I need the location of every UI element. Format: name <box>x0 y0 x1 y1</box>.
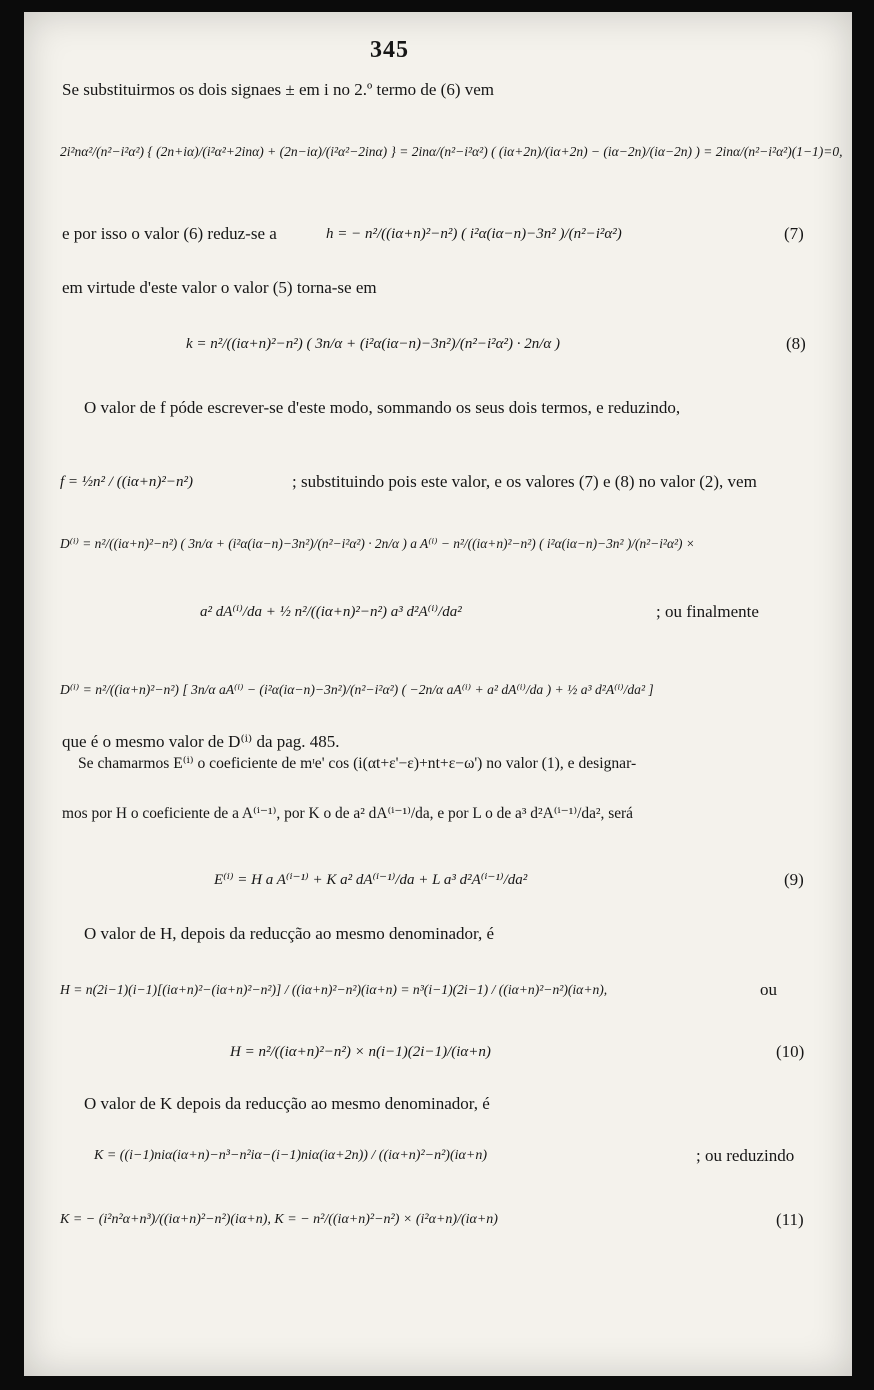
equation-number-11: (11) <box>776 1210 804 1229</box>
equation-1: 2i²nα²/(n²−i²α²) { (2n+iα)/(i²α²+2inα) + (2n−iα)/(i²α²−2inα) } = 2inα/(n²−i²α²) ( (iα+2n)/(iα+2n) − (iα−2n)/(iα−2n) ) = 2inα/(n²−i²α²)(1−1)=0, <box>60 144 843 159</box>
equation-10: H = n²/((iα+n)²−n²) × n(i−1)(2i−1)/(iα+n) <box>230 1044 491 1060</box>
paragraph-13: ; ou reduzindo <box>696 1146 795 1165</box>
paragraph-2: e por isso o valor (6) reduz-se a <box>62 224 277 243</box>
paragraph-11: ou <box>760 980 777 999</box>
equation-number-7: (7) <box>784 224 804 243</box>
paragraph-4: O valor de f póde escrever-se d'este modo, sommando os seus dois termos, e reduzindo, <box>84 398 681 417</box>
equation-D-2: D⁽ⁱ⁾ = n²/((iα+n)²−n²) [ 3n/α aA⁽ⁱ⁾ − (i²α(iα−n)−3n²)/(n²−i²α²) ( −2n/α aA⁽ⁱ⁾ + a² dA⁽ⁱ⁾/da ) + ½ a³ d²A⁽ⁱ⁾/da² ] <box>60 682 654 697</box>
paragraph-12: O valor de K depois da reducção ao mesmo denominador, é <box>84 1094 490 1113</box>
equation-number-8: (8) <box>786 334 806 353</box>
equation-11: K = − (i²n²α+n³)/((iα+n)²−n²)(iα+n), K = − n²/((iα+n)²−n²) × (i²α+n)/(iα+n) <box>60 1212 498 1227</box>
paragraph-10: O valor de H, depois da reducção ao mesmo denominador, é <box>84 924 495 943</box>
equation-D-1a: D⁽ⁱ⁾ = n²/((iα+n)²−n²) ( 3n/α + (i²α(iα−n)−3n²)/(n²−i²α²) · 2n/α ) a A⁽ⁱ⁾ − n²/((iα+n)²−n²) ( i²α(iα−n)−3n² )/(n²−i²α²) × <box>60 536 695 551</box>
equation-D-1b: a² dA⁽ⁱ⁾/da + ½ n²/((iα+n)²−n²) a³ d²A⁽ⁱ⁾/da² <box>200 604 462 620</box>
equation-8: k = n²/((iα+n)²−n²) ( 3n/α + (i²α(iα−n)−3n²)/(n²−i²α²) · 2n/α ) <box>186 336 561 352</box>
page-number: 345 <box>370 37 409 63</box>
equation-K-1: K = ((i−1)niα(iα+n)−n³−n²iα−(i−1)niα(iα+2n)) / ((iα+n)²−n²)(iα+n) <box>94 1148 487 1163</box>
paragraph-6: ; ou finalmente <box>656 602 759 621</box>
equation-H-1: H = n(2i−1)(i−1)[(iα+n)²−(iα+n)²−n²)] / ((iα+n)²−n²)(iα+n) = n³(i−1)(2i−1) / ((iα+n)²−n²)(iα+n), <box>60 982 608 997</box>
equation-9: E⁽ⁱ⁾ = H a A⁽ⁱ⁻¹⁾ + K a² dA⁽ⁱ⁻¹⁾/da + L a³ d²A⁽ⁱ⁻¹⁾/da² <box>214 872 528 888</box>
equation-number-9: (9) <box>784 870 804 889</box>
paragraph-7: que é o mesmo valor de D⁽ⁱ⁾ da pag. 485. <box>62 732 340 751</box>
equation-7: h = − n²/((iα+n)²−n²) ( i²α(iα−n)−3n² )/(n²−i²α²) <box>326 226 622 242</box>
equation-number-10: (10) <box>776 1042 805 1061</box>
paragraph-3: em virtude d'este valor o valor (5) torna-se em <box>62 278 377 297</box>
paragraph-5: ; substituindo pois este valor, e os valores (7) e (8) no valor (2), vem <box>292 472 757 491</box>
book-page <box>24 12 852 1376</box>
paragraph-9: mos por H o coeficiente de a A⁽ⁱ⁻¹⁾, por K o de a² dA⁽ⁱ⁻¹⁾/da, e por L o de a³ d²A⁽ⁱ⁻¹⁾/da², será <box>62 805 634 822</box>
paragraph-1: Se substituirmos os dois signaes ± em i no 2.º termo de (6) vem <box>62 80 495 99</box>
equation-f: f = ½n² / ((iα+n)²−n²) <box>60 474 193 490</box>
paragraph-8: Se chamarmos E⁽ⁱ⁾ o coeficiente de mᶦe' cos (i(αt+ε'−ε)+nt+ε−ω') no valor (1), e designar- <box>78 755 637 772</box>
